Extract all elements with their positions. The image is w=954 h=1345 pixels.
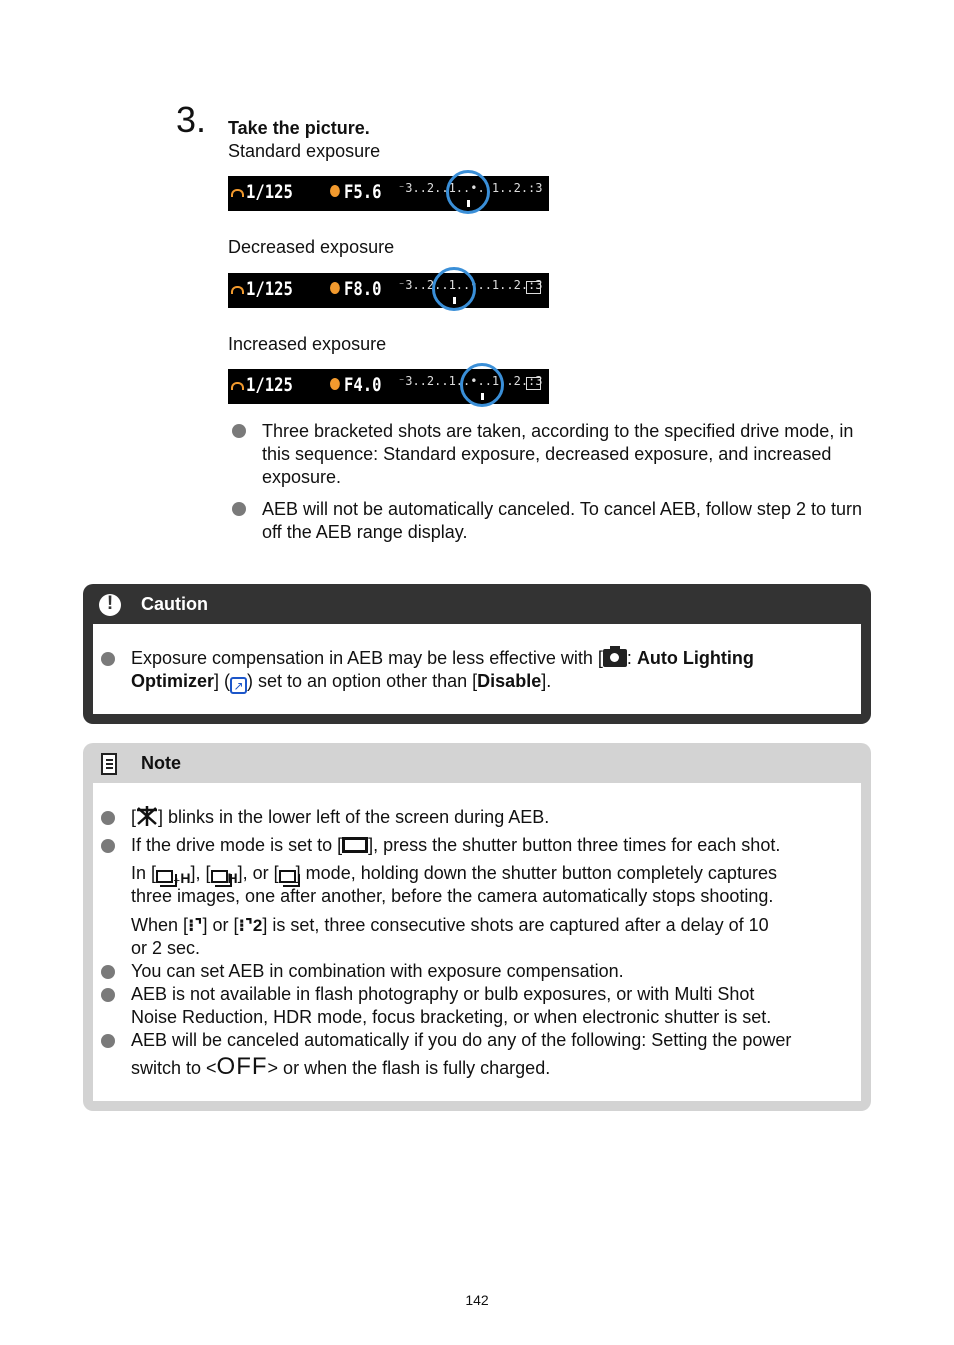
note-item-2: If the drive mode is set to [ ], press the shutter button three times for each shot. [131,835,781,855]
note-item-2-cont: In [ ₊H], [ H], or [ ] mode, holding down the shutter button completely captures [131,862,777,890]
list-item: Three bracketed shots are taken, according to the specified drive mode, in this sequence: Standard exposure, decreased exposure, and increased exposure. [228,420,873,489]
link-icon[interactable]: ↗ [230,677,247,694]
exposure-marker [453,297,456,304]
self-timer-10-icon: ⁝⌝ [188,916,203,935]
note-item-5: AEB will be canceled automatically if you do any of the following: Setting the power [131,1030,792,1050]
note-item-4: AEB is not available in flash photography or bulb exposures, or with Multi Shot [131,984,755,1004]
aeb-blink-icon [136,806,158,832]
caution-icon [99,594,121,616]
step-number: 3. [176,99,207,140]
step-bullets [228,420,873,553]
caution-box [83,584,871,724]
bullet-icon [101,811,115,825]
bullet-icon [101,839,115,853]
page-number: 142 [465,1292,489,1308]
exposure-marker [467,200,470,207]
bullet-icon [232,424,246,438]
aeb-indicator-ring [446,170,490,214]
note-item-5-cont: switch to <OFF> or when the flash is fully charged. [131,1053,551,1080]
exposure-comp-icon [526,281,541,294]
shutter-icon [231,189,244,197]
shutter-value: 1/125 [246,374,293,396]
exposure-scale: ⁻3..2..1..•..1..2.:3 [398,181,543,195]
exposure-comp-icon [526,377,541,390]
self-timer-2-icon: ⁝⌝2 [238,916,263,935]
bullet-icon [232,502,246,516]
shutter-value: 1/125 [246,181,293,203]
caution-content [93,624,861,714]
exposure-marker [481,393,484,400]
note-item-2-cont2: three images, one after another, before the camera automatically stops shooting. [131,886,774,906]
camera-icon [603,649,627,667]
note-content [93,783,861,1101]
shutter-icon [231,382,244,390]
note-item-2-cont4: or 2 sec. [131,938,201,958]
power-off-label: OFF [216,1053,268,1080]
aperture-value: F5.6 [330,181,381,203]
bullet-icon [101,988,115,1002]
caution-title: Caution [141,594,208,614]
aeb-indicator-ring [432,267,476,311]
note-box [83,743,871,1111]
note-item-2-cont3: When [⁝⌝] or [⁝⌝2] is set, three consecutive shots are captured after a delay of 10 [131,915,769,935]
list-item: AEB will not be automatically canceled. To cancel AEB, follow step 2 to turn off the AEB range display. [228,498,873,544]
note-item-4-cont: Noise Reduction, HDR mode, focus bracketing, or when electronic shutter is set. [131,1007,772,1027]
shutter-value: 1/125 [246,278,293,300]
single-shot-icon [342,837,368,853]
note-item-3: You can set AEB in combination with exposure compensation. [131,961,624,981]
lcd-display-decreased [228,273,549,308]
note-item-1: [ ] blinks in the lower left of the screen during AEB. [131,806,549,832]
lcd-display-standard [228,176,549,211]
note-icon [101,753,117,775]
continuous-plus-icon: ₊H [156,867,191,890]
bullet-icon [101,965,115,979]
exposure-scale: ⁻3..2..1..•..1..2.:3 [398,278,543,292]
exposure-scale: ⁻3..2..1..•..1..2.:3 [398,374,543,388]
step-title: Take the picture. [228,118,370,138]
bullet-icon [101,652,115,666]
display-label-standard: Standard exposure [228,141,381,161]
aperture-value: F4.0 [330,374,381,396]
display-label-decreased: Decreased exposure [228,237,395,257]
caution-text: Exposure compensation in AEB may be less effective with [ : Auto Lighting Optimizer] ( ↗ ) set to an option other than [Disable]. [131,648,754,693]
aeb-indicator-ring [460,363,504,407]
bullet-icon [101,1034,115,1048]
continuous-high-icon: H [211,867,238,890]
shutter-icon [231,286,244,294]
display-label-increased: Increased exposure [228,334,387,354]
aperture-value: F8.0 [330,278,381,300]
lcd-display-increased [228,369,549,404]
note-title: Note [141,753,181,773]
